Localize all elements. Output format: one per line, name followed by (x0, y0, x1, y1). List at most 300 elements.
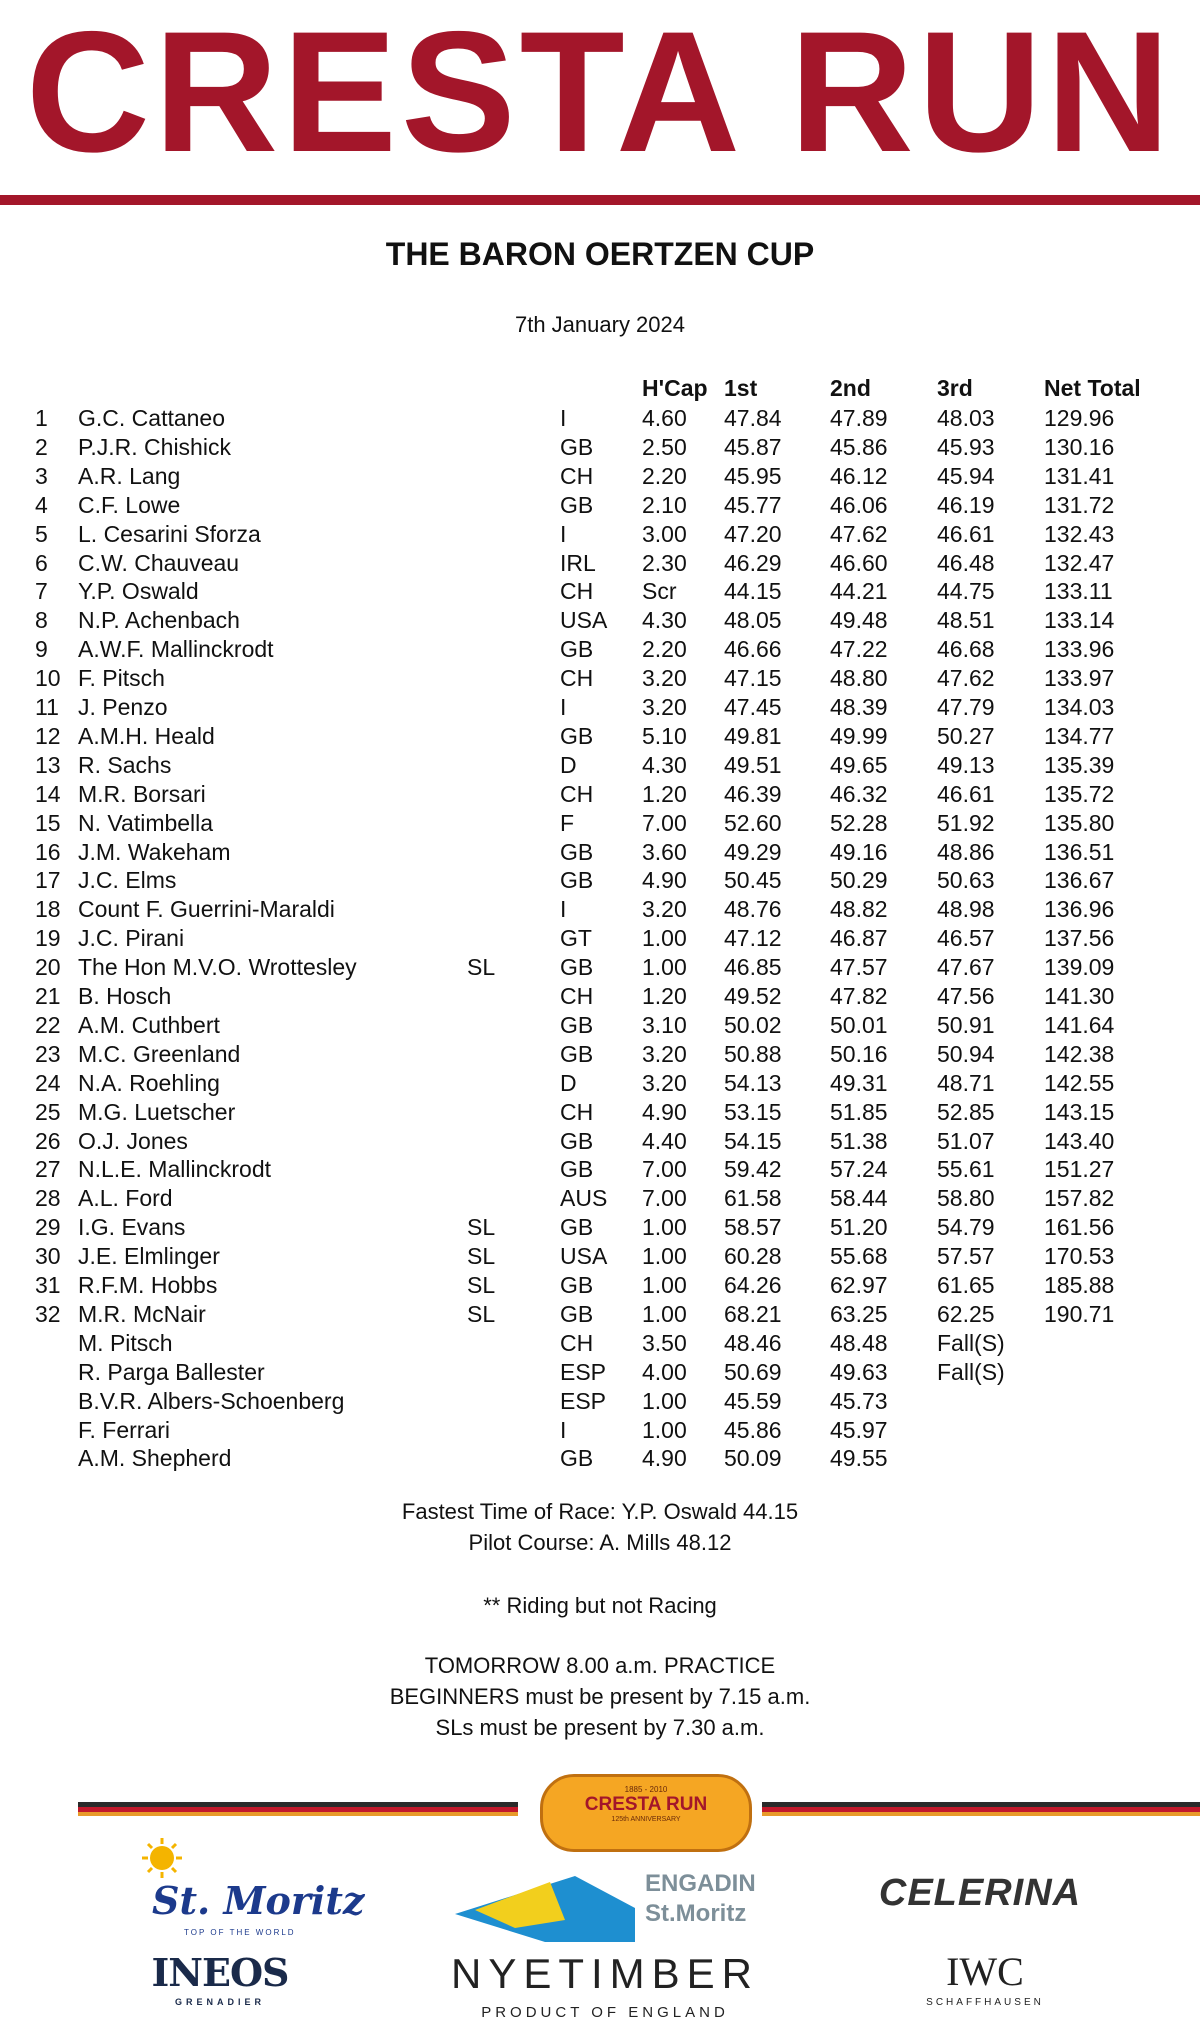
run2-time: 58.44 (830, 1185, 888, 1212)
run3-time: 58.80 (937, 1185, 995, 1212)
rider-name: N. Vatimbella (78, 809, 214, 836)
position: 14 (35, 780, 61, 807)
position: 19 (35, 925, 61, 952)
run2-time: 49.55 (830, 1445, 888, 1472)
run2-time: 62.97 (830, 1272, 888, 1298)
run1-time: 46.39 (724, 780, 782, 807)
position: 13 (35, 751, 61, 778)
handicap: 3.60 (642, 838, 687, 865)
run3-time: 55.61 (937, 1156, 995, 1183)
result-row (0, 404, 1200, 433)
run1-time: 60.28 (724, 1243, 782, 1270)
run3-time: 49.13 (937, 751, 995, 778)
run2-time: 46.06 (830, 491, 888, 518)
handicap: 4.90 (642, 867, 687, 894)
run2-time: 48.80 (830, 665, 888, 692)
run3-time: Fall(S) (937, 1329, 1005, 1356)
run2-time: 49.65 (830, 751, 888, 778)
run2-time: 46.32 (830, 780, 888, 807)
result-row (0, 1329, 1200, 1358)
beginners-note: BEGINNERS must be present by 7.15 a.m. (389, 1684, 811, 1709)
result-row (0, 462, 1200, 491)
position: 17 (35, 867, 61, 894)
rider-name: A.M. Cuthbert (78, 1011, 220, 1038)
handicap: 5.10 (642, 722, 687, 749)
run3-time: 57.57 (937, 1243, 995, 1270)
result-row (0, 1155, 1200, 1184)
handicap: 1.00 (642, 1416, 687, 1443)
net-total: 129.96 (1044, 405, 1115, 431)
run3-time: 51.92 (937, 809, 995, 836)
net-total: 131.72 (1044, 491, 1115, 518)
rider-name: J. Penzo (78, 694, 168, 720)
run2-time: 51.20 (830, 1214, 888, 1241)
result-row (0, 866, 1200, 895)
net-total: 130.16 (1044, 433, 1115, 460)
run2-time: 51.85 (830, 1098, 888, 1125)
run1-time: 47.84 (724, 405, 782, 431)
nationality: GB (560, 433, 594, 460)
handicap: 2.20 (642, 636, 687, 663)
rider-name: The Hon M.V.O. Wrottesley (78, 954, 357, 981)
result-row (0, 1358, 1200, 1387)
result-row (0, 1040, 1200, 1069)
run3-time: 62.25 (937, 1300, 995, 1327)
position: 10 (35, 665, 61, 692)
result-row (0, 433, 1200, 462)
handicap: 1.20 (642, 983, 687, 1009)
run1-time: 50.02 (724, 1011, 782, 1038)
handicap: 2.20 (642, 462, 687, 489)
run2-time: 44.21 (830, 578, 888, 605)
position: 25 (35, 1098, 61, 1125)
position: 30 (35, 1243, 61, 1270)
nationality: GT (560, 925, 592, 952)
rider-name: F. Ferrari (78, 1416, 170, 1443)
nationality: D (560, 1069, 577, 1096)
nationality: CH (560, 665, 594, 692)
tomorrow-note: TOMORROW 8.00 a.m. PRACTICE (424, 1653, 776, 1678)
position: 11 (35, 694, 59, 720)
run1-time: 53.15 (724, 1098, 782, 1125)
stmoritz-wordmark: St. Moritz (152, 1878, 365, 1923)
rider-name: F. Pitsch (78, 665, 165, 692)
position: 28 (35, 1185, 61, 1212)
run1-time: 45.87 (724, 433, 782, 460)
net-total: 142.38 (1044, 1040, 1115, 1067)
nationality: ESP (560, 1387, 607, 1414)
rider-name: M.R. Borsari (78, 780, 206, 807)
run1-time: 46.85 (724, 954, 782, 981)
run1-time: 50.88 (724, 1040, 782, 1067)
handicap: 1.00 (642, 1387, 687, 1414)
rider-name: J.M. Wakeham (78, 838, 231, 865)
run2-time: 47.82 (830, 983, 888, 1009)
run2-time: 49.16 (830, 838, 888, 865)
result-row (0, 722, 1200, 751)
result-row (0, 780, 1200, 809)
celerina-wordmark: CELERINA (878, 1872, 1082, 1914)
rider-name: M.G. Luetscher (78, 1098, 236, 1125)
run1-time: 68.21 (724, 1300, 782, 1327)
run3-time: 46.57 (937, 925, 995, 952)
nationality: CH (560, 1098, 594, 1125)
run3-time: 48.71 (937, 1069, 995, 1096)
net-total: 136.96 (1044, 896, 1115, 923)
pilot-course: Pilot Course: A. Mills 48.12 (468, 1530, 732, 1555)
handicap: 7.00 (642, 1185, 687, 1212)
engadin-logo (455, 1862, 755, 1942)
rider-name: B. Hosch (78, 983, 172, 1009)
position: 3 (35, 462, 48, 489)
ineos-grenadier: GRENADIER (174, 1997, 265, 2007)
position: 9 (35, 636, 48, 663)
run1-time: 52.60 (724, 809, 782, 836)
result-row (0, 1444, 1200, 1473)
result-row (0, 1069, 1200, 1098)
result-row (0, 1127, 1200, 1156)
rider-name: N.P. Achenbach (78, 607, 240, 634)
iwc-tagline: SCHAFFHAUSEN (926, 1997, 1044, 2008)
net-total: 143.15 (1044, 1098, 1115, 1125)
rider-name: A.R. Lang (78, 462, 181, 489)
rider-name: L. Cesarini Sforza (78, 520, 261, 547)
run3-time: 51.07 (937, 1127, 995, 1154)
position: 22 (35, 1011, 61, 1038)
rider-name: A.M. Shepherd (78, 1445, 232, 1472)
rider-name: R. Sachs (78, 751, 172, 778)
run2-time: 50.16 (830, 1040, 888, 1067)
nationality: GB (560, 1445, 594, 1472)
anniversary-badge (540, 1774, 752, 1852)
net-total: 151.27 (1044, 1156, 1115, 1183)
rider-name: Count F. Guerrini-Maraldi (78, 896, 335, 923)
run3-time: 54.79 (937, 1214, 995, 1241)
run1-time: 48.05 (724, 607, 782, 634)
net-total: 143.40 (1044, 1127, 1115, 1154)
net-total: 141.30 (1044, 983, 1115, 1009)
rider-name: J.C. Elms (78, 867, 177, 894)
result-row (0, 982, 1200, 1011)
run2-time: 51.38 (830, 1127, 888, 1154)
run2-time: 48.39 (830, 694, 888, 720)
run3-time: 52.85 (937, 1098, 995, 1125)
rider-name: M.C. Greenland (78, 1040, 241, 1067)
col-header-run2: 2nd (830, 375, 871, 401)
run1-time: 49.52 (724, 983, 782, 1009)
run1-time: 45.59 (724, 1387, 782, 1414)
run1-time: 49.51 (724, 751, 782, 778)
nationality: I (560, 1416, 567, 1443)
handicap: 4.30 (642, 751, 687, 778)
nationality: GB (560, 867, 594, 894)
handicap: 3.20 (642, 694, 687, 720)
rider-name: J.C. Pirani (78, 925, 185, 952)
rider-name: N.A. Roehling (78, 1069, 220, 1096)
net-total: 133.97 (1044, 665, 1115, 692)
run1-time: 58.57 (724, 1214, 782, 1241)
engadin-sub: St.Moritz (645, 1900, 747, 1927)
handicap: 4.00 (642, 1358, 687, 1385)
rider-name: R. Parga Ballester (78, 1358, 265, 1385)
run1-time: 48.46 (724, 1329, 782, 1356)
run3-time: 48.51 (937, 607, 995, 634)
result-row (0, 1011, 1200, 1040)
footer-band-right (762, 1802, 1200, 1816)
position: 26 (35, 1127, 61, 1154)
result-row (0, 751, 1200, 780)
iwc-wordmark: IWC (946, 1949, 1024, 1994)
result-row (0, 1098, 1200, 1127)
rider-name: J.E. Elmlinger (78, 1243, 220, 1270)
run3-time: 46.48 (937, 549, 995, 576)
result-row (0, 635, 1200, 664)
run1-time: 50.45 (724, 867, 782, 894)
footer-band-left (78, 1802, 518, 1816)
result-row (0, 1184, 1200, 1213)
run1-time: 46.66 (724, 636, 782, 663)
sl-flag: SL (467, 1300, 496, 1327)
badge-years: 1885 - 2010 (624, 1785, 668, 1794)
nationality: GB (560, 636, 594, 663)
run3-time: 47.79 (937, 694, 995, 720)
handicap: 1.00 (642, 954, 687, 981)
run2-time: 46.12 (830, 462, 888, 489)
run2-time: 63.25 (830, 1300, 888, 1327)
handicap: 3.20 (642, 896, 687, 923)
run1-time: 46.29 (724, 549, 782, 576)
position: 29 (35, 1214, 61, 1241)
result-row (0, 1242, 1200, 1271)
nationality: D (560, 751, 577, 778)
result-row (0, 1213, 1200, 1242)
sls-note: SLs must be present by 7.30 a.m. (435, 1715, 765, 1740)
nationality: GB (560, 1040, 594, 1067)
run2-time: 48.48 (830, 1329, 888, 1356)
sl-flag: SL (467, 1214, 496, 1241)
rider-name: N.L.E. Mallinckrodt (78, 1156, 272, 1183)
handicap: 4.90 (642, 1445, 687, 1472)
rider-name: R.F.M. Hobbs (78, 1272, 218, 1298)
result-row (0, 549, 1200, 578)
run2-time: 55.68 (830, 1243, 888, 1270)
nationality: CH (560, 578, 594, 605)
sl-flag: SL (467, 1243, 496, 1270)
ineos-wordmark: INEOS (151, 1950, 289, 1995)
fastest-time: Fastest Time of Race: Y.P. Oswald 44.15 (401, 1499, 799, 1524)
run1-time: 45.95 (724, 462, 782, 489)
result-row (0, 606, 1200, 635)
run2-time: 45.97 (830, 1416, 888, 1443)
col-header-handicap: H'Cap (642, 375, 708, 401)
run3-time: 44.75 (937, 578, 995, 605)
cup-title: THE BARON OERTZEN CUP (385, 236, 815, 272)
run3-time: 50.63 (937, 867, 995, 894)
ineos-logo (150, 1950, 290, 2007)
run2-time: 57.24 (830, 1156, 888, 1183)
net-total: 142.55 (1044, 1069, 1115, 1096)
net-total: 136.67 (1044, 867, 1115, 894)
run2-time: 46.87 (830, 925, 888, 952)
sl-flag: SL (467, 1272, 496, 1298)
run1-time: 47.45 (724, 694, 782, 720)
nationality: GB (560, 722, 594, 749)
sun-icon (140, 1836, 184, 1880)
run3-time: 45.94 (937, 462, 995, 489)
nationality: I (560, 694, 567, 720)
rider-name: Y.P. Oswald (78, 578, 199, 605)
run3-time: 47.56 (937, 983, 995, 1009)
handicap: 3.20 (642, 1040, 687, 1067)
iwc-logo (890, 1948, 1080, 2008)
handicap: 4.30 (642, 607, 687, 634)
run1-time: 45.77 (724, 491, 782, 518)
nationality: USA (560, 607, 608, 634)
net-total: 131.41 (1044, 462, 1115, 489)
run3-time: 46.68 (937, 636, 995, 663)
net-total: 136.51 (1044, 838, 1115, 865)
position: 31 (35, 1272, 61, 1298)
nationality: GB (560, 838, 594, 865)
nationality: I (560, 896, 567, 923)
handicap: 1.20 (642, 780, 687, 807)
net-total: 133.96 (1044, 636, 1115, 663)
badge-anniversary: 125th ANNIVERSARY (611, 1816, 681, 1823)
run1-time: 59.42 (724, 1156, 782, 1183)
run1-time: 50.69 (724, 1358, 782, 1385)
engadin-mountain-icon (455, 1862, 635, 1942)
run3-time: 48.03 (937, 405, 995, 431)
nationality: GB (560, 954, 594, 981)
rider-name: B.V.R. Albers-Schoenberg (78, 1387, 345, 1414)
run1-time: 61.58 (724, 1185, 782, 1212)
nationality: GB (560, 1300, 594, 1327)
rider-name: P.J.R. Chishick (78, 433, 231, 460)
net-total: 170.53 (1044, 1243, 1115, 1270)
handicap: 7.00 (642, 1156, 687, 1183)
net-total: 157.82 (1044, 1185, 1115, 1212)
engadin-name: ENGADIN (645, 1870, 756, 1897)
run2-time: 47.62 (830, 520, 888, 547)
result-row (0, 953, 1200, 982)
run1-time: 45.86 (724, 1416, 782, 1443)
result-row (0, 1271, 1200, 1300)
rider-name: A.M.H. Heald (78, 722, 215, 749)
run2-time: 48.82 (830, 896, 888, 923)
title-divider (0, 195, 1200, 205)
run3-time: 61.65 (937, 1272, 995, 1298)
run3-time: 48.98 (937, 896, 995, 923)
sl-flag: SL (467, 954, 496, 981)
col-header-run1: 1st (724, 375, 758, 401)
run1-time: 49.29 (724, 838, 782, 865)
run1-time: 54.15 (724, 1127, 782, 1154)
run3-time: 45.93 (937, 433, 995, 460)
col-header-net: Net Total (1044, 375, 1141, 401)
position: 24 (35, 1069, 61, 1096)
result-row (0, 924, 1200, 953)
net-total: 132.43 (1044, 520, 1115, 547)
rider-name: I.G. Evans (78, 1214, 186, 1241)
nationality: USA (560, 1243, 608, 1270)
run1-time: 50.09 (724, 1445, 782, 1472)
handicap: 7.00 (642, 809, 687, 836)
net-total: 185.88 (1044, 1272, 1115, 1298)
rider-name: A.L. Ford (78, 1185, 173, 1212)
net-total: 135.72 (1044, 780, 1115, 807)
run3-time: 46.61 (937, 780, 995, 807)
run1-time: 64.26 (724, 1272, 782, 1298)
net-total: 132.47 (1044, 549, 1115, 576)
run1-time: 47.20 (724, 520, 782, 547)
handicap: Scr (642, 578, 677, 605)
result-row (0, 1416, 1200, 1445)
net-total: 139.09 (1044, 954, 1115, 981)
run2-time: 45.86 (830, 433, 888, 460)
run3-time: 48.86 (937, 838, 995, 865)
net-total: 134.77 (1044, 722, 1115, 749)
run3-time: 46.19 (937, 491, 995, 518)
net-total: 137.56 (1044, 925, 1115, 952)
net-total: 141.64 (1044, 1011, 1115, 1038)
nationality: F (560, 809, 575, 836)
col-header-run3: 3rd (937, 375, 973, 401)
result-row (0, 491, 1200, 520)
celerina-logo (860, 1872, 1100, 1915)
position: 8 (35, 607, 48, 634)
run1-time: 44.15 (724, 578, 782, 605)
result-row (0, 1387, 1200, 1416)
run2-time: 50.29 (830, 867, 888, 894)
position: 12 (35, 722, 61, 749)
position: 16 (35, 838, 61, 865)
nationality: GB (560, 1127, 594, 1154)
run3-time: Fall(S) (937, 1358, 1005, 1385)
handicap: 3.10 (642, 1011, 687, 1038)
rider-name: G.C. Cattaneo (78, 405, 226, 431)
net-total: 161.56 (1044, 1214, 1115, 1241)
run1-time: 49.81 (724, 722, 782, 749)
run1-time: 47.12 (724, 925, 782, 952)
position: 6 (35, 549, 48, 576)
handicap: 1.00 (642, 1300, 687, 1327)
net-total: 190.71 (1044, 1300, 1115, 1327)
nationality: AUS (560, 1185, 608, 1212)
result-row (0, 809, 1200, 838)
run2-time: 47.89 (830, 405, 888, 431)
handicap: 4.60 (642, 405, 687, 431)
handicap: 3.20 (642, 1069, 687, 1096)
position: 23 (35, 1040, 61, 1067)
run2-time: 49.63 (830, 1358, 888, 1385)
nationality: GB (560, 1156, 594, 1183)
result-row (0, 520, 1200, 549)
handicap: 3.50 (642, 1329, 687, 1356)
result-row (0, 693, 1200, 722)
nationality: GB (560, 1011, 594, 1038)
position: 7 (35, 578, 48, 605)
run3-time: 50.91 (937, 1011, 995, 1038)
run2-time: 47.57 (830, 954, 888, 981)
run2-time: 49.31 (830, 1069, 888, 1096)
position: 4 (35, 491, 48, 518)
run2-time: 46.60 (830, 549, 888, 576)
nationality: CH (560, 983, 594, 1009)
result-row (0, 1300, 1200, 1329)
result-row (0, 664, 1200, 693)
run3-time: 50.27 (937, 722, 995, 749)
handicap: 4.40 (642, 1127, 687, 1154)
